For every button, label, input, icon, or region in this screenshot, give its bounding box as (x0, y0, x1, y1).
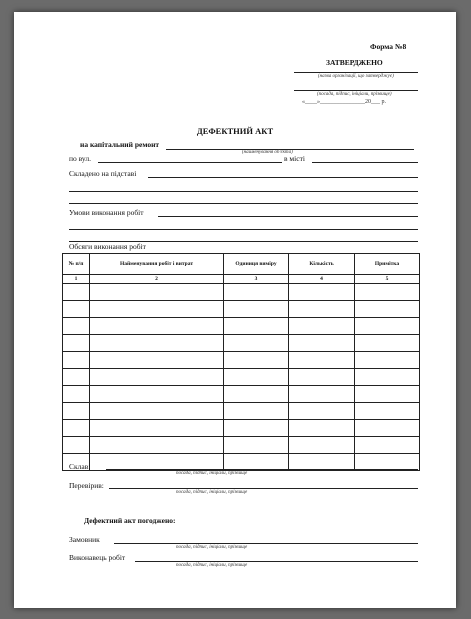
table-cell (289, 369, 355, 386)
table-row (63, 420, 420, 437)
works-table (62, 253, 420, 471)
city-line (312, 162, 418, 163)
table-cell (289, 352, 355, 369)
table-cell (63, 318, 90, 335)
contractor-label: Виконавець робіт (69, 553, 126, 562)
basis-line-3 (69, 203, 418, 204)
table-cell (355, 301, 420, 318)
document-sheet (14, 12, 456, 608)
table-cell (90, 318, 224, 335)
table-cell (289, 301, 355, 318)
customer-hint: посада, підпис, ініціали, прізвище (176, 545, 248, 550)
street-label: по вул. (69, 154, 91, 163)
table-cell (90, 454, 224, 471)
table-row (63, 386, 420, 403)
volume-label: Обсяги виконання робіт (69, 242, 146, 251)
agreed-title: Дефектний акт погоджено: (84, 516, 176, 525)
conditions-line-1 (158, 216, 418, 217)
table-cell (224, 335, 289, 352)
table-cell (355, 386, 420, 403)
col-header-number: № п/п (63, 254, 90, 275)
table-row (63, 318, 420, 335)
approver-org-hint: (назва організації, що затверджує) (318, 74, 394, 79)
table-cell (355, 454, 420, 471)
basis-line-2 (69, 191, 418, 192)
table-row (63, 335, 420, 352)
table-cell (63, 437, 90, 454)
contractor-hint: посада, підпис, ініціали, прізвище (176, 563, 248, 568)
col-number-2: 2 (90, 275, 224, 284)
contractor-line (135, 561, 418, 562)
table-cell (90, 369, 224, 386)
table-cell (224, 403, 289, 420)
object-hint: (найменування об'єкта) (242, 150, 293, 155)
table-cell (63, 386, 90, 403)
table-row (63, 454, 420, 471)
form-number: Форма №8 (370, 42, 407, 51)
document-title: ДЕФЕКТНИЙ АКТ (196, 126, 274, 136)
table-cell (224, 284, 289, 301)
table-cell (63, 352, 90, 369)
col-header-quantity: Кількість (289, 254, 355, 275)
basis-label: Складено на підставі (69, 169, 137, 178)
table-cell (355, 437, 420, 454)
table-cell (289, 454, 355, 471)
customer-label: Замовник (69, 535, 100, 544)
table-cell (355, 369, 420, 386)
street-line (98, 162, 282, 163)
table-cell (90, 420, 224, 437)
approver-person-hint: (посада, підпис, ініціали, прізвище) (317, 92, 392, 97)
table-header-row (63, 254, 420, 275)
col-number-4: 4 (289, 275, 355, 284)
table-row (63, 369, 420, 386)
table-cell (224, 301, 289, 318)
conditions-line-2 (69, 229, 418, 230)
table-cell (90, 284, 224, 301)
table-row (63, 352, 420, 369)
table-cell (90, 437, 224, 454)
table-row (63, 437, 420, 454)
table-column-numbers-row (63, 275, 420, 284)
checked-by-line (109, 488, 418, 489)
table-cell (289, 284, 355, 301)
table-row (63, 403, 420, 420)
table-cell (90, 403, 224, 420)
basis-line-1 (148, 177, 418, 178)
table-cell (355, 352, 420, 369)
table-cell (355, 420, 420, 437)
table-cell (289, 335, 355, 352)
table-cell (224, 437, 289, 454)
table-cell (63, 420, 90, 437)
table-cell (224, 420, 289, 437)
conditions-label: Умови виконання робіт (69, 208, 144, 217)
table-cell (90, 301, 224, 318)
table-cell (90, 386, 224, 403)
table-cell (90, 352, 224, 369)
table-cell (355, 403, 420, 420)
col-number-1: 1 (63, 275, 90, 284)
col-number-3: 3 (224, 275, 289, 284)
table-row (63, 301, 420, 318)
table-cell (63, 301, 90, 318)
table-cell (90, 335, 224, 352)
checked-by-hint: посада, підпис, ініціали, прізвище (176, 490, 248, 495)
table-cell (289, 403, 355, 420)
col-header-name: Найменування робіт і витрат (90, 254, 224, 275)
composed-by-hint: посада, підпис, ініціали, прізвище (176, 471, 248, 476)
table-cell (289, 386, 355, 403)
approval-date-line: «____»_______________20___ р. (302, 99, 386, 105)
customer-line (114, 543, 418, 544)
approver-person-line (294, 90, 418, 91)
table-cell (289, 318, 355, 335)
col-header-note: Примітка (355, 254, 420, 275)
composed-by-line (106, 469, 418, 470)
table-cell (355, 284, 420, 301)
capital-repair-label: на капітальний ремонт (80, 140, 160, 149)
table-cell (63, 284, 90, 301)
table-cell (224, 386, 289, 403)
col-header-unit: Одиниця виміру (224, 254, 289, 275)
table-cell (355, 318, 420, 335)
table-cell (63, 335, 90, 352)
city-label: в місті (284, 154, 305, 163)
composed-by-label: Склав: (69, 462, 91, 471)
table-cell (224, 454, 289, 471)
table-cell (224, 369, 289, 386)
table-row (63, 284, 420, 301)
approved-heading: ЗАТВЕРДЖЕНО (326, 58, 383, 67)
table-body (63, 284, 420, 471)
table-cell (224, 318, 289, 335)
table-cell (63, 369, 90, 386)
approver-org-line (294, 72, 418, 73)
table-cell (289, 437, 355, 454)
table-cell (355, 335, 420, 352)
table-cell (63, 403, 90, 420)
col-number-5: 5 (355, 275, 420, 284)
checked-by-label: Перевірив: (69, 481, 104, 490)
table-cell (224, 352, 289, 369)
table-cell (289, 420, 355, 437)
